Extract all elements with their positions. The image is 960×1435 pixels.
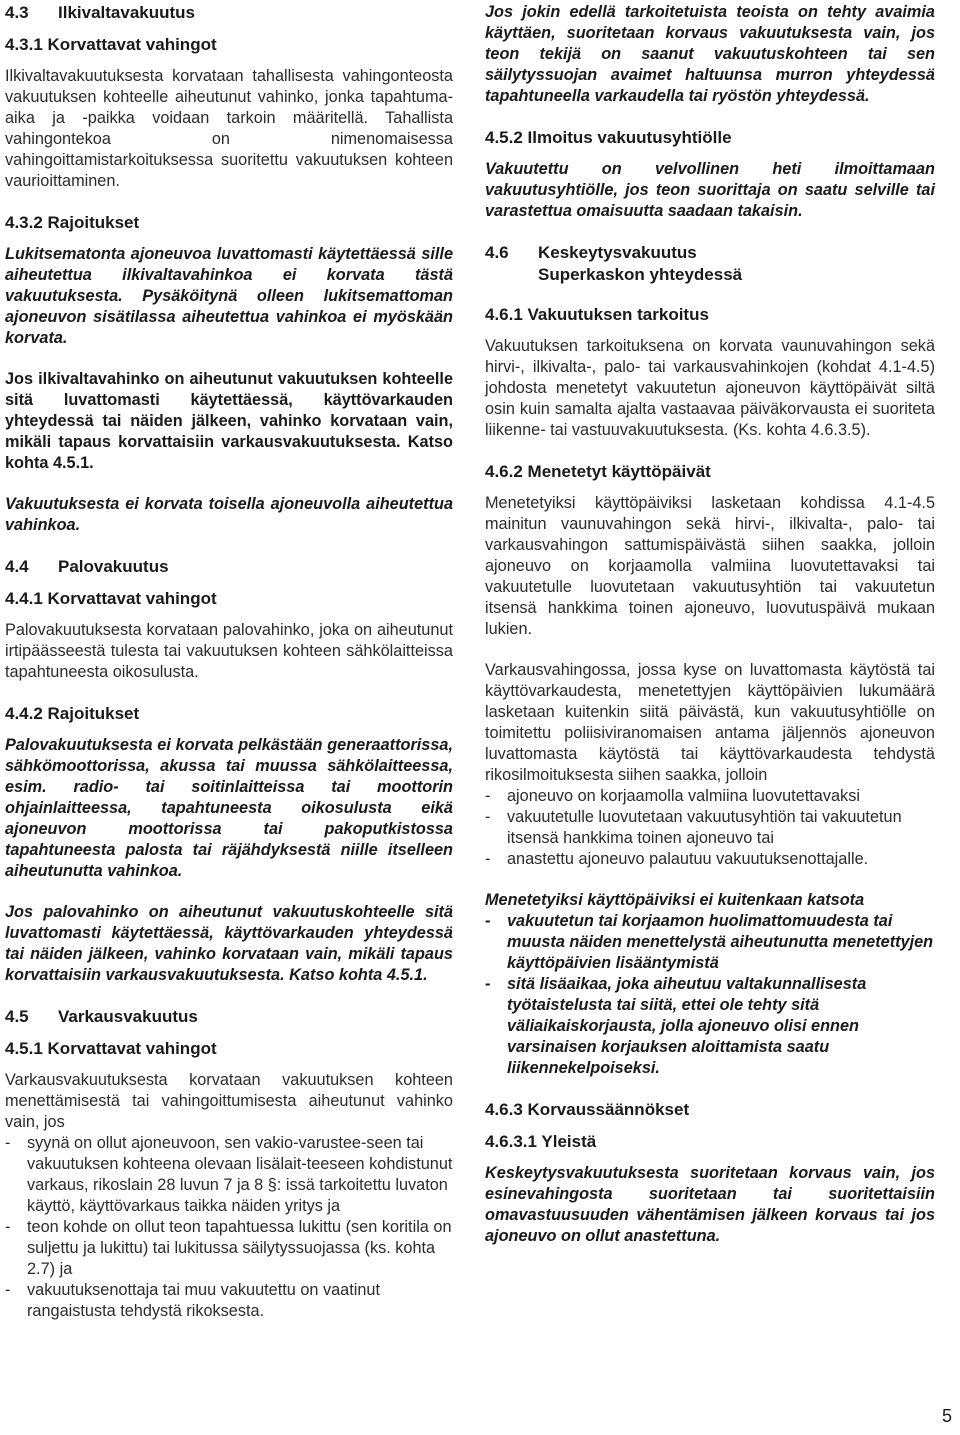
list-item: - ajoneuvo on korjaamolla valmiina luovutettavaksi: [485, 787, 860, 805]
section-4-3-2-heading: 4.3.2 Rajoitukset: [5, 213, 140, 232]
section-4-6-3-heading: 4.6.3 Korvaussäännökset: [485, 1100, 690, 1119]
paragraph: Jos palovahinko on aiheutunut vakuutuskohteelle sitä luvattomasti käytettäessä, käyttövarkauden yhteydessä tai näiden jälkeen, vahinko korvataan vain, mikäli tapaus korvattaisiin varkausvakuutuksesta. Katso kohta 4.5.1.: [5, 903, 453, 984]
paragraph: Varkausvahingossa, jossa kyse on luvattomasta käytöstä tai käyttövarkaudesta, menetettyjen käyttöpäivien lukumäärä lasketaan kuitenkin siitä päivästä, kun vakuutusyhtiölle on toimitettu poliisiviranomaisen antama jäljennös ajoneuvon luvattomasta käytöstä tai käyttövarkaudesta tehdystä rikosilmoituksesta siihen saakka, jolloin: [485, 661, 935, 784]
section-4-4-2-heading: 4.4.2 Rajoitukset: [5, 704, 140, 723]
section-4-6-3-1-heading: 4.6.3.1 Yleistä: [485, 1132, 597, 1151]
list-item: - vakuutetulle luovutetaan vakuutusyhtiön tai vakuutetun itsensä hankkima toinen ajoneuvo tai: [485, 808, 902, 847]
paragraph: Menetetyiksi käyttöpäiviksi ei kuitenkaan katsota: [485, 891, 865, 909]
paragraph: Lukitsematonta ajoneuvoa luvattomasti käytettäessä sille aiheutettua ilkivaltavahinkoa ei korvata tästä vakuutuksesta. Pysäköitynä olleen lukitsemattoman ajoneuvon sisätilassa aiheutettua vahinkoa ei myöskään korvata.: [5, 245, 453, 347]
dash-list: [485, 786, 935, 870]
paragraph: Varkausvakuutuksesta korvataan vakuutuksen kohteen menettämisestä tai vahingoittumisesta aiheutunut vahinko vain, jos: [5, 1071, 453, 1131]
paragraph: Vakuutettu on velvollinen heti ilmoittamaan vakuutusyhtiölle, jos teon suorittaja on saatu selville tai varastettua omaisuutta saadaan takaisin.: [485, 160, 935, 220]
section-4-3-heading: 4.3 Ilkivaltavakuutus: [5, 3, 196, 22]
section-4-5-heading: 4.5 Varkausvakuutus: [5, 1007, 198, 1026]
section-4-4-1-heading: 4.4.1 Korvattavat vahingot: [5, 589, 217, 608]
paragraph: Ilkivaltavakuutuksesta korvataan tahallisesta vahingonteosta vakuutuksen kohteelle aiheutunut vahinko, jonka tapahtuma-aika ja -paikka voidaan tarkoin määritellä. Tahallista vahingontekoa on nimenomaisessa vahingoittamistarkoituksessa suoritettu vakuutuksen kohteen vaurioittaminen.: [5, 67, 453, 190]
list-item: - vakuutetun tai korjaamon huolimattomuudesta tai muusta näiden menettelystä aiheutunutta menetettyjen käyttöpäivien lisääntymistä: [485, 912, 934, 972]
list-item: - syynä on ollut ajoneuvoon, sen vakio-varustee-seen tai vakuutuksen kohteena olevaan lisälait-teeseen kohdistunut varkaus, rikoslain 28 luvun 7 ja 8 §: issä tarkoitettu luvaton käyttö, käyttövarkaus taikka näiden yritys ja: [5, 1134, 453, 1215]
section-4-6-1-heading: 4.6.1 Vakuutuksen tarkoitus: [485, 305, 709, 324]
section-4-6-2-heading: 4.6.2 Menetetyt käyttöpäivät: [485, 462, 711, 481]
paragraph: Menetetyiksi käyttöpäiviksi lasketaan kohdissa 4.1-4.5 mainitun vaunuvahingon sekä hirvi-, ilkivalta-, palo- tai varkausvahingon sattumispäivästä siihen saakka, jolloin ajoneuvo on korjaamolla valmiina luovutettavaksi tai vakuutetulle luovutetaan vakuutusyhtiön tai vakuutetun itsensä hankkima toinen ajoneuvo, luovutuspäivä mukaan lukien.: [485, 494, 935, 638]
list-item: - sitä lisäaikaa, joka aiheutuu valtakunnallisesta työtaistelusta tai siitä, ettei ole tehty sitä väliaikaiskorjausta, jolla ajoneuvo olisi ennen varsinaisen korjauksen aloittamista saatu liikennekelpoiseksi.: [485, 975, 867, 1077]
dash-list: [5, 1133, 453, 1322]
section-4-5-1-heading: 4.5.1 Korvattavat vahingot: [5, 1039, 217, 1058]
list-item: - teon kohde on ollut teon tapahtuessa lukittu (sen koritila on suljettu ja lukittu) tai lukitussa säilytyssuojassa (ks. kohta 2.7) ja: [5, 1218, 452, 1278]
paragraph: Jos jokin edellä tarkoitetuista teoista on tehty avaimia käyttäen, suoritetaan korvaus vakuutuksesta vain, jos teon tekijä on saanut vakuutuskohteen tai sen säilytyssuojan avaimet haltuunsa murron yhteydessä tapahtuneella varkaudella tai ryöstön yhteydessä.: [485, 3, 935, 105]
dash-list: [485, 911, 935, 1079]
section-4-4-heading: 4.4 Palovakuutus: [5, 557, 169, 576]
page-number: 5: [941, 1406, 952, 1426]
list-item: - vakuutuksenottaja tai muu vakuutettu on vaatinut rangaistusta tehdystä rikoksesta.: [5, 1281, 380, 1320]
left-column: [5, 0, 453, 1322]
paragraph: Palovakuutuksesta korvataan palovahinko, joka on aiheutunut irtipäässeestä tulesta tai vakuutuksen kohteen sähkölaitteissa tapahtuneesta oikosulusta.: [5, 621, 453, 681]
paragraph: Vakuutuksen tarkoituksena on korvata vaunuvahingon sekä hirvi-, ilkivalta-, palo- tai varkausvahinkojen (kohdat 4.1-4.5) johdosta menetetyt vakuutetun ajoneuvon käyttöpäivät siltä osin kuin samalta ajalta vastaavaa päiväkorvausta ei suoriteta liikenne- tai vastuuvakuutuksesta. (Ks. kohta 4.6.3.5).: [485, 337, 935, 439]
paragraph: Keskeytysvakuutuksesta suoritetaan korvaus vain, jos esinevahingosta suoritetaan tai suoritettaisiin omavastuusuuden vähentämisen jälkeen korvaus tai jos ajoneuvo on ollut anastettuna.: [485, 1164, 935, 1245]
paragraph: Vakuutuksesta ei korvata toisella ajoneuvolla aiheutettua vahinkoa.: [5, 495, 453, 534]
section-4-6-heading: 4.6 Keskeytysvakuutus Superkaskon yhteydessä: [485, 243, 743, 284]
section-4-3-1-heading: 4.3.1 Korvattavat vahingot: [5, 35, 217, 54]
list-item: - anastettu ajoneuvo palautuu vakuutuksenottajalle.: [485, 850, 869, 868]
section-4-5-2-heading: 4.5.2 Ilmoitus vakuutusyhtiölle: [485, 128, 732, 147]
paragraph: Palovakuutuksesta ei korvata pelkästään generaattorissa, sähkömoottorissa, akussa tai muussa sähkölaitteessa, esim. radio- tai soitinlaitteissa tai moottorin ohjainlaitteessa, tapahtuneesta oikosulusta eikä ajoneuvon moottorissa tai pakoputkistossa tapahtuneesta palosta tai räjähdyksestä niille itselleen aiheutunutta vahinkoa.: [5, 736, 453, 880]
right-column: [485, 0, 935, 1267]
paragraph: Jos ilkivaltavahinko on aiheutunut vakuutuksen kohteelle sitä luvattomasti käytettäessä, käyttövarkauden yhteydessä tai näiden jälkeen, vahinko korvataan vain, mikäli tapaus korvattaisiin varkausvakuutuksesta. Katso kohta 4.5.1.: [5, 370, 453, 472]
